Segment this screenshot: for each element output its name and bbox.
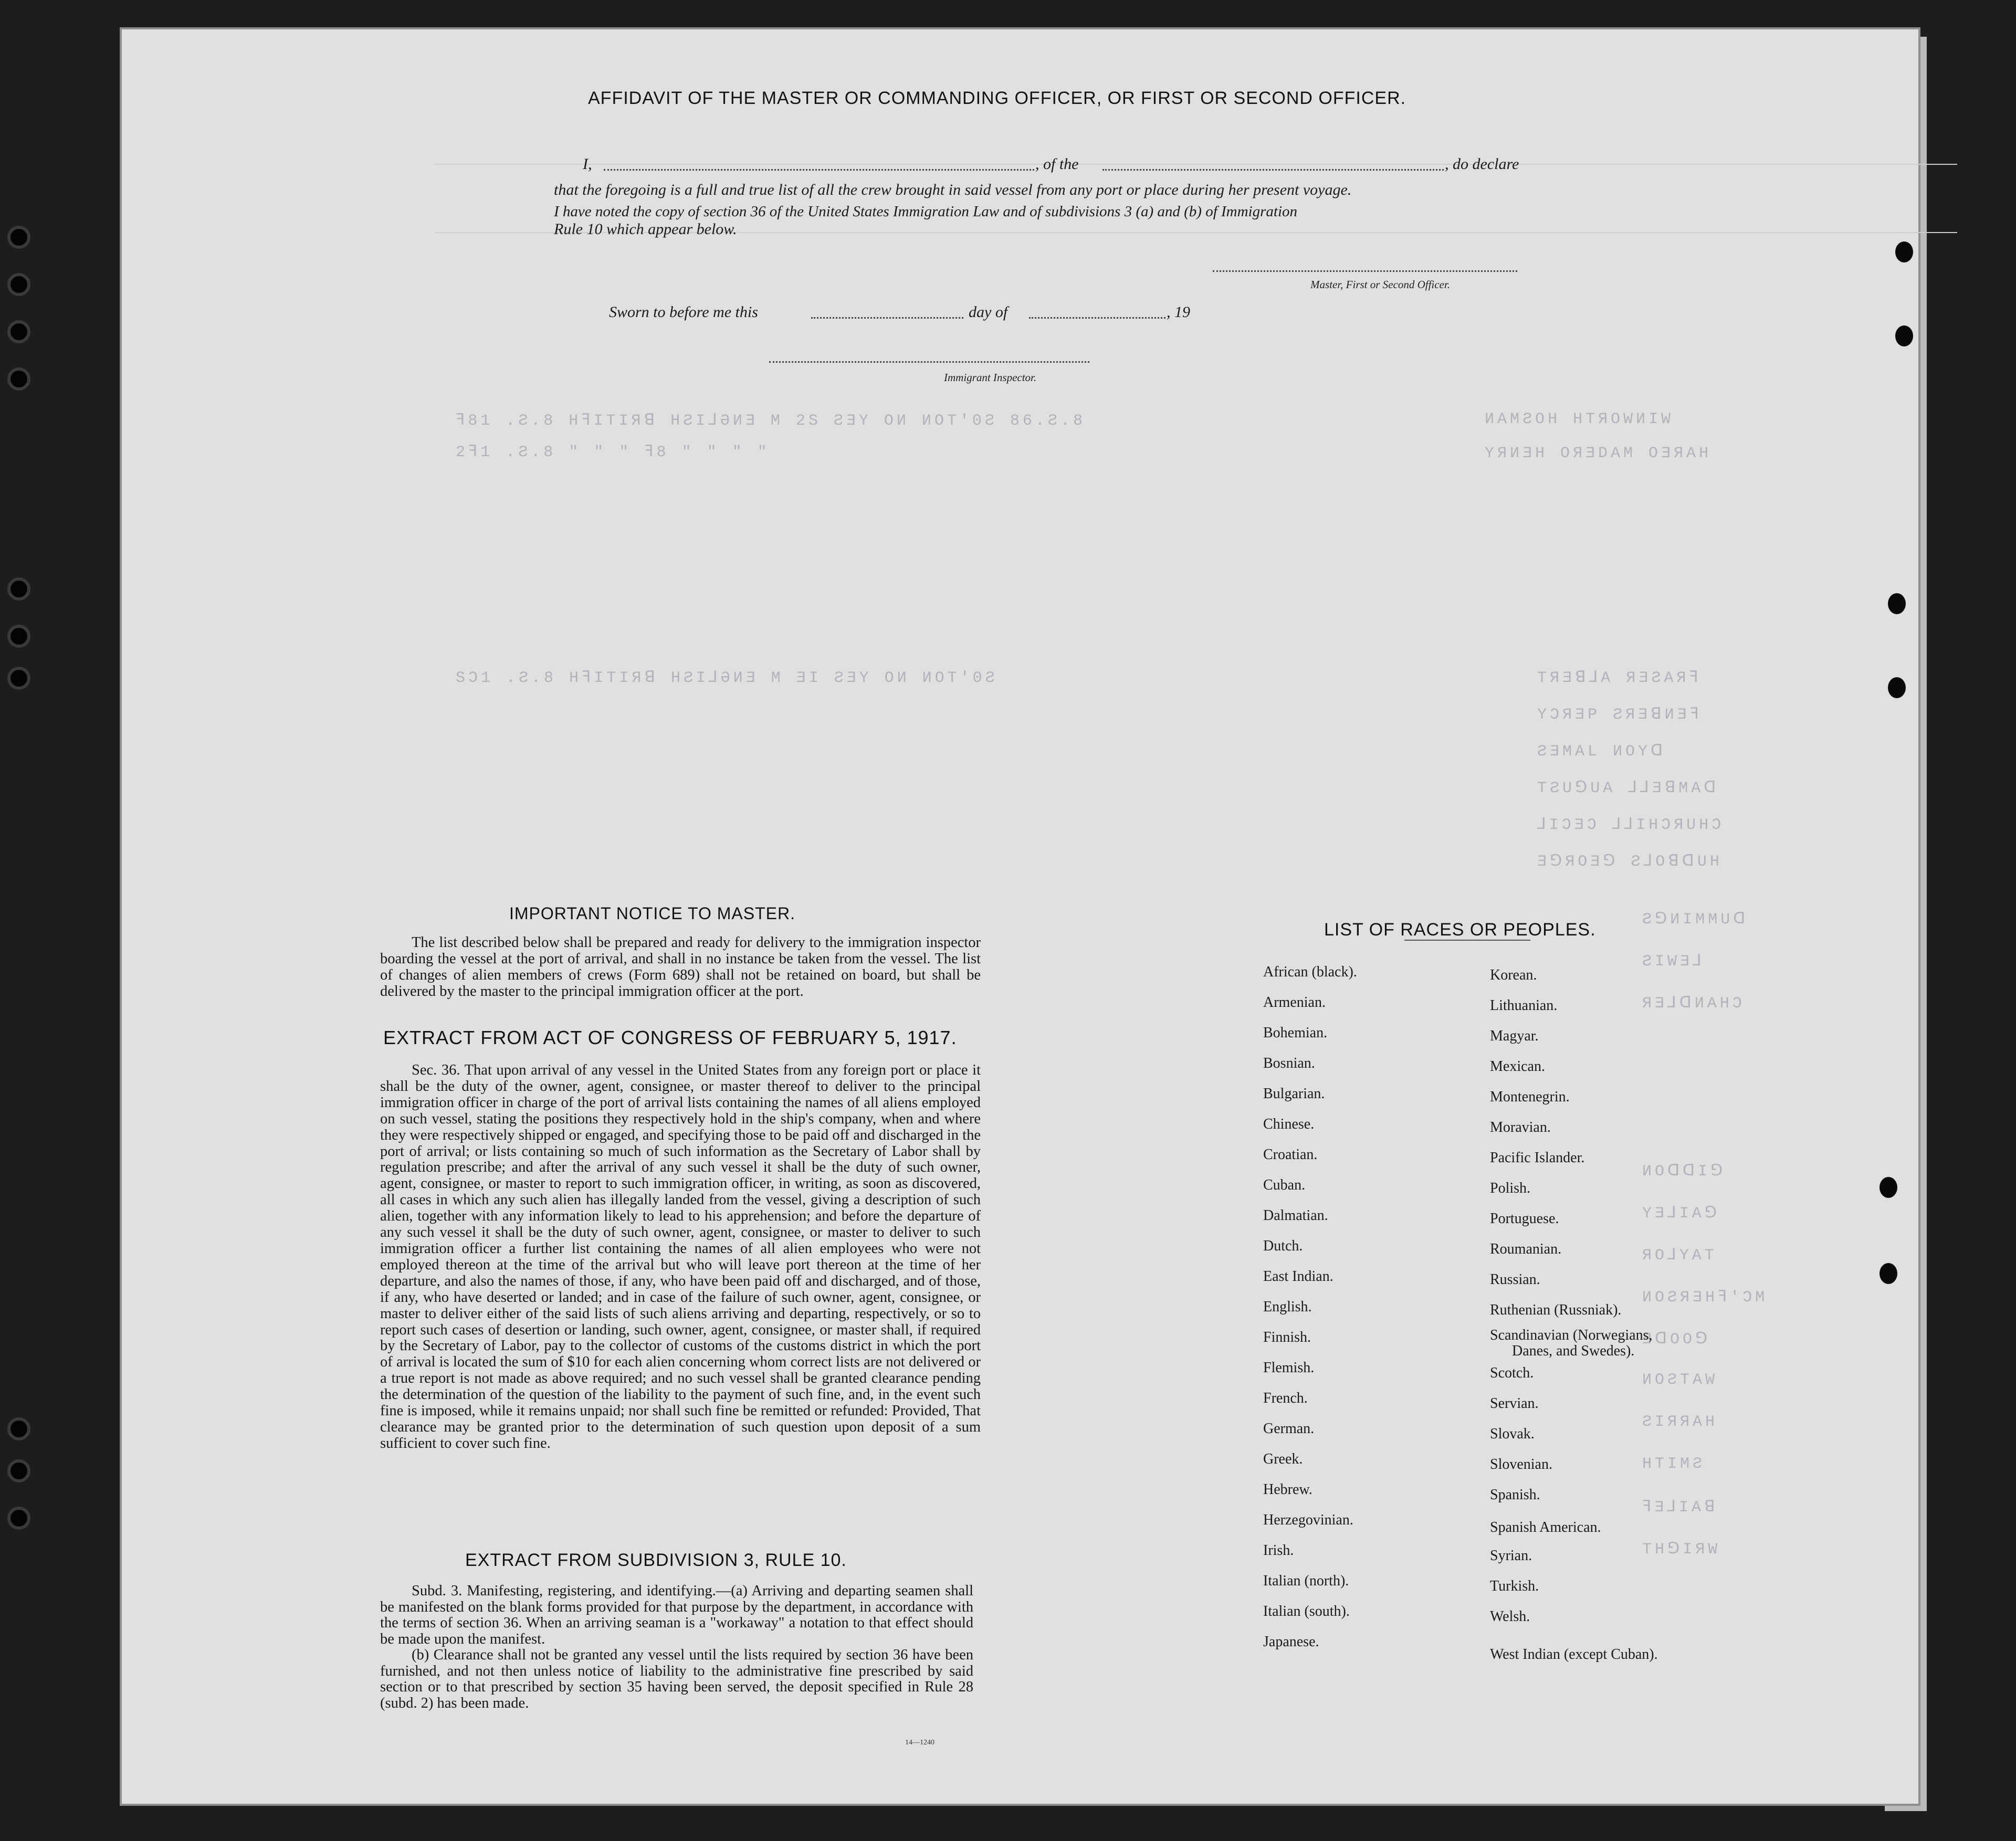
race-item: Bulgarian.	[1263, 1086, 1325, 1102]
ghost-text: SƆ1 .Ƨ.8 HꟻITIЯꓭ HƧI⅃ӘИƎ M ƎI ƧƎY OИ ИOT'0Ƨ	[456, 669, 998, 687]
race-item: Armenian.	[1263, 994, 1326, 1011]
act-paragraph: Sec. 36. That upon arrival of any vessel in the United States from any foreign port or place it shall be the duty of the owner, agent, consignee, or master thereof to deliver to the principal immigration officer in charge of the port of arrival lists containing the names of all aliens employed on such vessel, stating the positions they respectively hold in the ship's company, when and where they were respectively shipped or engaged, and specifying those to be paid off and discharged in the port of arrival; or lists containing so much of such information as the Secretary of Labor shall by regulation prescribe; and after the arrival of any such vessel it shall be the duty of such owner, agent, consignee, or master to report to such immigration officer, in writing, as soon as discovered, all cases in which any such alien has illegally landed from the vessel, giving a description of such alien, together with any information likely to lead to his apprehension; and before the departure of any such vessel it shall be the duty of such owner, agent, consignee, or master to deliver to such immigration officer a further list containing the names of all alien employees who were not employed thereon at the time of the arrival but who will leave port thereon at the time of her departure, and also the names of those, if any, who have been paid off and discharged, and of those, if any, who have deserted or landed; and in case of the failure of such owner, agent, consignee, or master to deliver either of the said lists of such aliens arriving and departing, respectively, or so to report such cases of desertion or landing, such owner, agent, consignee, or master shall, if required by the Secretary of Labor, pay to the collector of customs of the customs district in which the port of arrival is located the sum of $10 for each alien concerning whom correct lists are not delivered or a true report is not made as above required; and no such vessel shall be granted clearance pending the determination of the question of the liability to the payment of such fine, and, in the event such fine is imposed, while it remains unpaid; nor shall such fine be remitted or refunded: Provided, That clearance may be granted prior to the determination of such question upon deposit of a sum sufficient to cover such fine.	[380, 1062, 981, 1451]
binder-hole	[7, 320, 30, 343]
affidavit-line2: that the foregoing is a full and true list of all the crew brought in said vessel from any port or place during her present voyage.	[554, 181, 1352, 198]
notice-paragraph: The list described below shall be prepared and ready for delivery to the immigration inspector boarding the vessel at the port of arrival, and shall in no instance be taken from the vessel. The list of changes of alien members of crews (Form 689) shall not be retained on board, but shall be delivered by the master to the principal immigration officer at the port.	[380, 934, 981, 1000]
race-item: Mexican.	[1490, 1058, 1545, 1075]
race-item: Flemish.	[1263, 1360, 1315, 1376]
race-item-continued: Danes, and Swedes).	[1512, 1343, 1635, 1359]
race-item: Hebrew.	[1263, 1481, 1312, 1498]
affidavit-line3: I have noted the copy of section 36 of the United States Immigration Law and of subdivisions 3 (a) and (b) of Immigration	[554, 203, 1298, 220]
race-item: Bosnian.	[1263, 1055, 1315, 1071]
race-item: Irish.	[1263, 1542, 1294, 1559]
rule-text	[380, 1583, 973, 1711]
race-item: Scandinavian (Norwegians,	[1490, 1327, 1653, 1343]
ghost-text: ƎꓷOOꓨ	[1642, 1331, 1711, 1349]
vessel-blank	[1102, 169, 1444, 171]
ghost-text: ЯƎ⅃ꓷИAHƆ	[1642, 995, 1745, 1013]
ghost-text: ИAMƧOH HTЯOWИIW	[1485, 411, 1674, 428]
race-item: French.	[1263, 1390, 1308, 1406]
sworn-month-blank	[1029, 317, 1166, 319]
race-item: Portuguese.	[1490, 1211, 1559, 1227]
binder-hole	[7, 273, 30, 296]
rule-title: EXTRACT FROM SUBDIVISION 3, RULE 10.	[465, 1550, 847, 1570]
race-item: Italian (north).	[1263, 1573, 1349, 1589]
race-item: German.	[1263, 1421, 1315, 1437]
ghost-text: ИOƧTAW	[1642, 1371, 1718, 1389]
ghost-text: ЯO⅃YAT	[1642, 1247, 1717, 1265]
race-item: Roumanian.	[1490, 1241, 1562, 1257]
race-item: Chinese.	[1263, 1116, 1315, 1132]
race-item: Dalmatian.	[1263, 1207, 1328, 1224]
binder-hole	[7, 1507, 30, 1530]
affidavit-line1-mid: , of the	[1035, 155, 1079, 173]
affidavit-line1-end: , do declare	[1445, 155, 1519, 173]
ghost-text: ƧIWƎ⅃	[1642, 953, 1705, 971]
ghost-text: ꟻ81 .Ƨ.8 HꟻITIЯꓭ HƧI⅃ӘИƎ M 2S ƧƎY OИ ИOT'0Ƨ 86.Ƨ.8	[456, 412, 1086, 430]
act-title: EXTRACT FROM ACT OF CONGRESS OF FEBRUARY 5, 1917.	[383, 1027, 957, 1048]
race-item: Slovenian.	[1490, 1456, 1552, 1472]
race-item: Slovak.	[1490, 1426, 1535, 1442]
affidavit-title: AFFIDAVIT OF THE MASTER OR COMMANDING OFFICER, OR FIRST OR SECOND OFFICER.	[588, 88, 1406, 108]
affidavit-line4: Rule 10 which appear below.	[554, 220, 737, 238]
ghost-rule	[435, 164, 1957, 165]
punch-hole	[1895, 325, 1913, 346]
ghost-text: YƆЯƎP ƧЯƎꓭИƎꟻ	[1537, 706, 1702, 724]
race-item: Russian.	[1490, 1271, 1540, 1288]
binder-hole	[7, 625, 30, 648]
ghost-text: ⅃IƆƎƆ ⅃⅃IHƆЯUHƆ	[1537, 816, 1725, 834]
notice-title: IMPORTANT NOTICE TO MASTER.	[509, 904, 795, 923]
race-item: Pacific Islander.	[1490, 1150, 1585, 1166]
ghost-text: YƎ⅃IAꓨ	[1642, 1205, 1720, 1223]
race-item: African (black).	[1263, 964, 1357, 980]
race-item: Greek.	[1263, 1451, 1303, 1467]
race-item: Lithuanian.	[1490, 997, 1558, 1014]
race-item: Japanese.	[1263, 1634, 1319, 1650]
punch-hole	[1888, 677, 1906, 698]
binder-hole	[7, 1459, 30, 1482]
document-page	[120, 27, 1920, 1806]
name-blank	[604, 169, 1034, 171]
ghost-text: HTIMƧ	[1642, 1455, 1706, 1473]
race-item: Bohemian.	[1263, 1025, 1328, 1041]
race-item: Spanish.	[1490, 1487, 1540, 1503]
race-item: East Indian.	[1263, 1268, 1334, 1285]
binder-hole	[7, 577, 30, 601]
race-item: Welsh.	[1490, 1608, 1530, 1625]
binder-hole	[7, 226, 30, 249]
act-text	[380, 1062, 981, 1452]
sworn-day-blank	[811, 317, 963, 319]
race-item: Korean.	[1490, 967, 1537, 983]
race-item: Dutch.	[1263, 1238, 1303, 1254]
binder-hole	[7, 1417, 30, 1440]
race-item: Finnish.	[1263, 1329, 1311, 1345]
race-item: Italian (south).	[1263, 1603, 1350, 1619]
ghost-text: ꟻƎ⅃IAꓭ	[1642, 1499, 1718, 1517]
ghost-text: YЯИƎH ОЯƎDAM ОƎЯAH	[1485, 445, 1712, 462]
race-item: Servian.	[1490, 1395, 1539, 1412]
race-item: English.	[1263, 1299, 1312, 1315]
sworn-label: Sworn to before me this	[609, 303, 758, 321]
year-label: , 19	[1167, 303, 1190, 321]
race-item: Cuban.	[1263, 1177, 1306, 1193]
race-item: Polish.	[1490, 1180, 1531, 1196]
race-item: Scotch.	[1490, 1365, 1534, 1381]
ghost-text: ƎꓨЯOƎꓨ Ƨ⅃OꓭꓷUH	[1537, 853, 1723, 871]
ghost-text: ƧƎMAL ИOYꓷ	[1537, 743, 1666, 761]
inspector-signature-line	[769, 361, 1089, 363]
punch-hole	[1880, 1263, 1897, 1284]
rule-paragraph-a: Subd. 3. Manifesting, registering, and identifying.—(a) Arriving and departing seamen shall be manifested on the blank forms provided for that purpose by the department, in accordance with the terms of section 36. When an arriving seaman is a "workaway" a notation to that effect should be made upon the manifest.	[380, 1583, 973, 1647]
races-title-underline	[1404, 940, 1530, 941]
notice-text	[380, 934, 981, 1000]
binder-hole	[7, 367, 30, 391]
punch-hole	[1895, 241, 1913, 262]
ghost-text: ТƧUꓨUA ⅃⅃ƎꓭMAꓷ	[1537, 780, 1719, 797]
ghost-text: ИOƧЯƎHꟻ'ƆM	[1642, 1289, 1768, 1307]
ghost-text: ƧꓨИIMMUꓷ	[1642, 911, 1749, 929]
rule-paragraph-b: (b) Clearance shall not be granted any vessel until the lists required by section 36 have been furnished, and not then unless notice of liability to the administrative fine prescribed by said section or to that prescribed by section 35 having been served, the deposit specified in Rule 28 (subd. 2) has been made.	[380, 1647, 973, 1711]
race-item: Magyar.	[1490, 1028, 1539, 1044]
form-code: 14—1240	[905, 1739, 934, 1747]
ghost-text: ƧIЯЯAH	[1642, 1413, 1718, 1431]
day-of-label: day of	[969, 303, 1008, 321]
ghost-text: TЯƎꓭ⅃A ЯƎƧAЯꟻ	[1537, 669, 1702, 687]
binder-hole	[7, 667, 30, 690]
race-item: Ruthenian (Russniak).	[1490, 1302, 1622, 1318]
race-item: Herzegovinian.	[1263, 1512, 1353, 1528]
ghost-text: THꓨIЯW	[1642, 1541, 1721, 1559]
master-caption: Master, First or Second Officer.	[1310, 278, 1450, 291]
races-title: LIST OF RACES OR PEOPLES.	[1324, 920, 1596, 940]
ghost-text: 2ꟻ1 .Ƨ.8 " " " ꟻ8 " " " "	[456, 444, 770, 461]
punch-hole	[1880, 1177, 1897, 1198]
inspector-caption: Immigrant Inspector.	[944, 371, 1037, 384]
race-item: West Indian (except Cuban).	[1490, 1646, 1658, 1663]
affidavit-line1-start: I,	[583, 155, 592, 173]
race-item: Moravian.	[1490, 1119, 1551, 1135]
race-item: Montenegrin.	[1490, 1089, 1570, 1105]
race-item: Spanish American.	[1490, 1519, 1601, 1535]
master-signature-line	[1213, 270, 1517, 272]
punch-hole	[1888, 593, 1906, 614]
race-item: Turkish.	[1490, 1578, 1539, 1594]
ghost-text: ИOꓷꓷIꓨ	[1642, 1163, 1726, 1181]
race-item: Croatian.	[1263, 1146, 1318, 1163]
race-item: Syrian.	[1490, 1548, 1532, 1564]
